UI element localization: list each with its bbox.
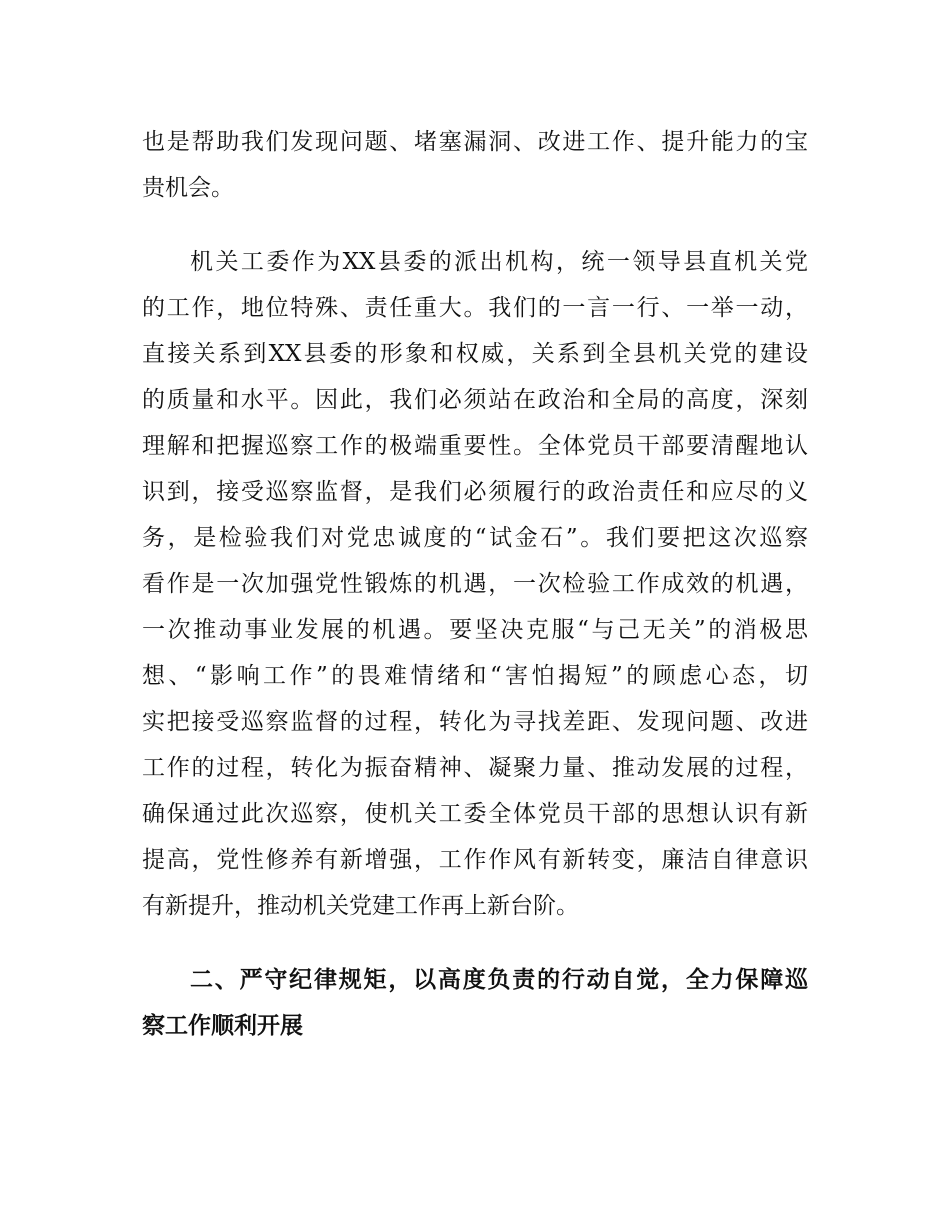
text-line: 也是帮助我们发现问题、堵塞漏洞、改进工作、提升能力的宝 — [142, 129, 808, 155]
text-line: 直接关系到XX县委的形象和权威，关系到全县机关党的建设 — [142, 341, 808, 367]
text-line: 识到，接受巡察监督，是我们必须履行的政治责任和应尽的义 — [142, 479, 808, 505]
text-line: 理解和把握巡察工作的极端重要性。全体党员干部要清醒地认 — [142, 433, 808, 459]
text-line: 实把接受巡察监督的过程，转化为寻找差距、发现问题、改进 — [142, 709, 808, 735]
text-line: 务，是检验我们对党忠诚度的“试金石”。我们要把这次巡察 — [142, 525, 808, 551]
text-line: 贵机会。 — [142, 175, 234, 201]
text-line: 的质量和水平。因此，我们必须站在政治和全局的高度，深刻 — [142, 387, 808, 413]
heading-line: 察工作顺利开展 — [142, 1013, 303, 1039]
text-line: 一次推动事业发展的机遇。要坚决克服“与己无关”的消极思 — [142, 617, 808, 643]
text-line: 确保通过此次巡察，使机关工委全体党员干部的思想认识有新 — [142, 801, 808, 827]
document-page — [142, 124, 808, 1082]
text-line: 想、“影响工作”的畏难情绪和“害怕揭短”的顾虑心态，切 — [142, 663, 808, 689]
text-line: 的工作，地位特殊、责任重大。我们的一言一行、一举一动， — [142, 295, 808, 321]
text-line: 提高，党性修养有新增强，工作作风有新转变，廉洁自律意识 — [142, 847, 808, 873]
heading-line: 二、严守纪律规矩，以高度负责的行动自觉，全力保障巡 — [190, 967, 808, 993]
text-line: 工作的过程，转化为振奋精神、凝聚力量、推动发展的过程， — [142, 755, 808, 781]
text-line: 机关工委作为XX县委的派出机构，统一领导县直机关党 — [190, 249, 808, 275]
section-heading — [142, 962, 808, 1054]
text-line: 有新提升，推动机关党建工作再上新台阶。 — [142, 893, 579, 919]
paragraph-continuation — [142, 124, 808, 216]
paragraph-body — [142, 244, 808, 934]
text-line: 看作是一次加强党性锻炼的机遇，一次检验工作成效的机遇， — [142, 571, 808, 597]
